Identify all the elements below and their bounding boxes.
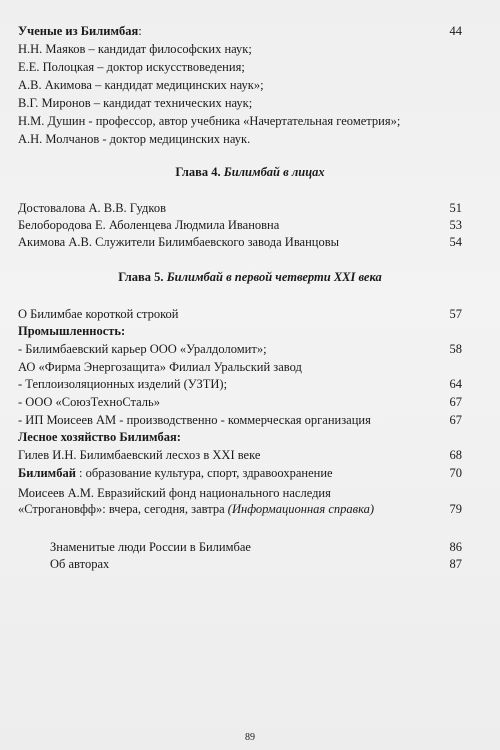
scientist-item: В.Г. Миронов – кандидат технических наук; [18, 96, 253, 110]
toc-entry [18, 340, 462, 358]
page-number: 87 [449, 557, 462, 571]
scientist-item: Н.М. Душин - профессор, автор учебника «Начертательная геометрия»; [18, 114, 401, 128]
page-number: 51 [449, 201, 462, 215]
chapter4-heading [0, 165, 500, 180]
toc-entry [18, 216, 462, 234]
page-number: 68 [449, 448, 462, 462]
toc-entry-text: Гилев И.Н. Билимбаевский лесхоз в XXI веке [18, 448, 261, 462]
toc-entry-text: Белобородова Е. Аболенцева Людмила Ивановна [18, 218, 280, 232]
chapter4-label: Глава 4. [175, 165, 221, 179]
toc-entry [18, 446, 462, 464]
scientists-heading-row [18, 22, 462, 40]
page-number: 57 [449, 307, 462, 321]
page-number: 64 [449, 377, 462, 391]
toc-entry [18, 233, 462, 251]
toc-entry-text: Акимова А.В. Служители Билимбаевского завода Иванцовы [18, 235, 340, 249]
page-number: 67 [449, 395, 462, 409]
footer-page-number: 89 [245, 732, 255, 743]
forest-heading: Лесное хозяйство Билимбая: [18, 430, 181, 444]
toc-entry [50, 555, 462, 573]
scientist-item: А.В. Акимова – кандидат медицинских наук»; [18, 78, 264, 92]
toc-entry-text: Достовалова А. В.В. Гудков [18, 201, 166, 215]
toc-entry-text: - ИП Моисеев АМ - производственно - коммерческая организация [18, 413, 371, 427]
chapter5-heading [0, 270, 500, 285]
page-number: 53 [449, 218, 462, 232]
toc-entry [18, 500, 462, 518]
toc-entry-text: - ООО «СоюзТехноСталь» [18, 395, 160, 409]
toc-entry [18, 199, 462, 217]
scientists-heading: Ученые из Билимбая [18, 24, 139, 38]
chapter5-label: Глава 5. [118, 270, 164, 284]
toc-entry-text: О Билимбае короткой строкой [18, 307, 179, 321]
page-number: 70 [449, 466, 462, 480]
page-number: 86 [449, 540, 462, 554]
page-number: 79 [449, 502, 462, 516]
scientist-item: Н.Н. Маяков – кандидат философских наук; [18, 42, 252, 56]
page-number: 44 [449, 24, 462, 38]
toc-entry [18, 464, 462, 482]
fund-italic: (Информационная справка) [227, 502, 375, 516]
chapter5-title: Билимбай в первой четверти XXI века [166, 270, 382, 284]
toc-entry-text: - Теплоизоляционных изделий (УЗТИ); [18, 377, 228, 391]
page-number: 67 [449, 413, 462, 427]
toc-entry [18, 411, 462, 429]
toc-entry-text: Об авторах [50, 557, 110, 571]
toc-entry-text: Знаменитые люди России в Билимбае [50, 540, 251, 554]
scientist-item: Е.Е. Полоцкая – доктор искусствоведения; [18, 60, 245, 74]
toc-entry [18, 393, 462, 411]
toc-entry-text: АО «Фирма Энергозащита» Филиал Уральский завод [18, 360, 302, 374]
toc-entry [18, 358, 462, 376]
scientists-heading-colon: : [138, 24, 142, 38]
toc-entry-text: - Билимбаевский карьер ООО «Уралдоломит»; [18, 342, 267, 356]
toc-entry: Моисеев А.М. Евразийский фонд национального наследия [18, 486, 331, 500]
page-number: 54 [449, 235, 462, 249]
fund-line2: «Строгановфф»: вчера, сегодня, завтра [18, 502, 228, 516]
toc-entry [18, 305, 462, 323]
culture-bold: Билимбай [18, 466, 76, 480]
industry-heading: Промышленность: [18, 324, 126, 338]
culture-rest: : образование культура, спорт, здравоохранение [75, 466, 333, 480]
page-number: 58 [449, 342, 462, 356]
toc-entry [18, 375, 462, 393]
toc-entry [50, 538, 462, 556]
scientist-item: А.Н. Молчанов - доктор медицинских наук. [18, 132, 251, 146]
chapter4-title: Билимбай в лицах [223, 165, 325, 179]
